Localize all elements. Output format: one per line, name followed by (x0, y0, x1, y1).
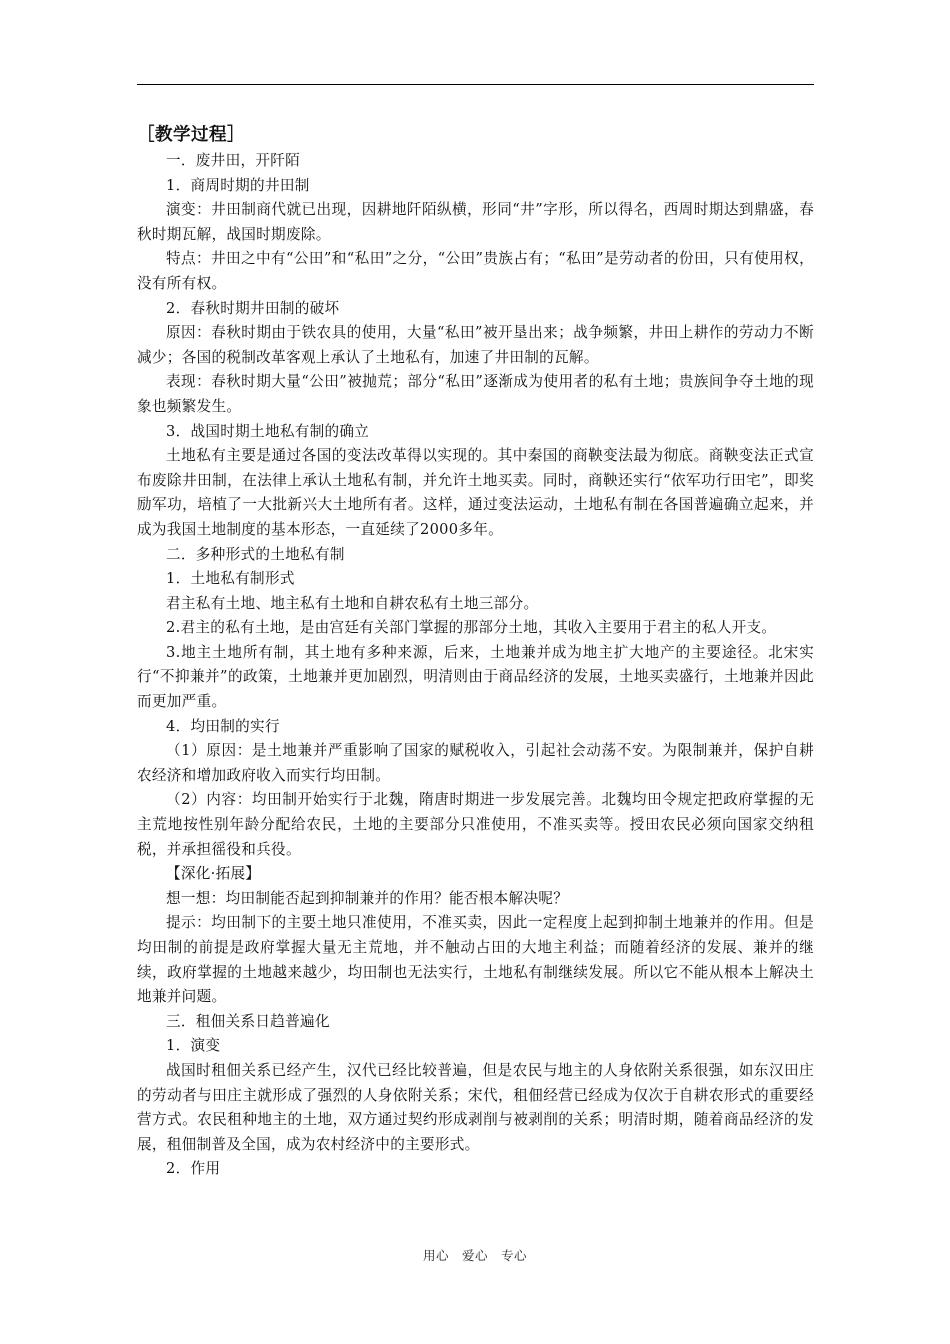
hint: 提示：均田制下的主要土地只准使用，不准买卖，因此一定程度上起到抑制土地兼并的作用。但是均田制的前提是政府掌握大量无主荒地，并不触动占田的大地主利益；而随着经济的发展、兼并的继续，政府掌握的土地越来越少，均田制也无法实行，土地私有制继续发展。所以它不能从根本上解决土地兼并问题。 (137, 914, 814, 1006)
document-body (137, 121, 814, 1182)
subheading-1-3: 3．战国时期土地私有制的确立 (166, 422, 370, 440)
subheading-3-1: 1．演变 (166, 1037, 221, 1055)
paragraph: （2）内容：均田制开始实行于北魏，隋唐时期进一步发展完善。北魏均田令规定把政府掌握的无主荒地按性别年龄分配给农民，土地的主要部分只准使用，不准买卖等。授田农民必须向国家交纳租税，并承担徭役和兵役。 (137, 791, 814, 858)
paragraph: 原因：春秋时期由于铁农具的使用，大量“私田”被开垦出来；战争频繁，井田上耕作的劳动力不断减少；各国的税制改革客观上承认了土地私有，加速了井田制的瓦解。 (137, 324, 814, 366)
paragraph: （1）原因：是土地兼并严重影响了国家的赋税收入，引起社会动荡不安。为限制兼并，保护自耕农经济和增加政府收入而实行均田制。 (137, 742, 814, 784)
subheading-1-1: 1．商周时期的井田制 (166, 176, 310, 194)
page-footer: 用心 爱心 专心 (422, 1248, 527, 1263)
paragraph: 3.地主土地所有制，其土地有多种来源，后来，土地兼并成为地主扩大地产的主要途径。北宋实行“不抑兼并”的政策，土地兼并更加剧烈，明清则由于商品经济的发展，土地买卖盛行，土地兼并因此而更加严重。 (137, 643, 814, 711)
paragraph: 战国时租佃关系已经产生，汉代已经比较普遍，但是农民与地主的人身依附关系很强，如东汉田庄的劳动者与田庄主就形成了强烈的人身依附关系；宋代，租佃经营已经成为仅次于自耕农形式的重要经营方式。农民租种地主的土地，双方通过契约形成剥削与被剥削的关系；明清时期，随着商品经济的发展，租佃制普及全国，成为农村经济中的主要形式。 (137, 1061, 814, 1153)
heading-3: 三．租佃关系日趋普遍化 (166, 1012, 330, 1030)
subheading-3-2: 2．作用 (166, 1160, 221, 1178)
subheading-1-2: 2．春秋时期井田制的破坏 (166, 299, 340, 317)
extension-heading: 【深化·拓展】 (166, 865, 261, 883)
paragraph: 土地私有主要是通过各国的变法改革得以实现的。其中秦国的商鞅变法最为彻底。商鞅变法正式宣布废除井田制，在法律上承认土地私有制，并允许土地买卖。同时，商鞅还实行“依军功行田宅”，即奖励军功，培植了一大批新兴大土地所有者。这样，通过变法运动，土地私有制在各国普遍确立起来，并成为我国土地制度的基本形态，一直延续了2000多年。 (137, 447, 814, 538)
subheading-2-1: 1．土地私有制形式 (166, 570, 295, 588)
paragraph: 君主私有土地、地主私有土地和自耕农私有土地三部分。 (166, 594, 539, 612)
heading-1: 一．废井田，开阡陌 (166, 152, 301, 169)
paragraph: 特点：井田之中有“公田”和“私田”之分，“公田”贵族占有；“私田”是劳动者的份田，只有使用权，没有所有权。 (137, 250, 814, 292)
section-title: ［教学过程］ (137, 125, 245, 145)
paragraph: 2.君主的私有土地，是由宫廷有关部门掌握的那部分土地，其收入主要用于君主的私人开支。 (166, 619, 777, 637)
paragraph: 表现：春秋时期大量“公田”被抛荒；部分“私田”逐渐成为使用者的私有土地；贵族间争夺土地的现象也频繁发生。 (137, 373, 814, 415)
header-rule (137, 84, 814, 85)
question: 想一想：均田制能否起到抑制兼并的作用？能否根本解决呢？ (166, 889, 569, 907)
subheading-2-4: 4．均田制的实行 (166, 717, 280, 735)
paragraph: 演变：井田制商代就已出现，因耕地阡陌纵横，形同“井”字形，所以得名，西周时期达到鼎盛，春秋时期瓦解，战国时期废除。 (137, 201, 814, 243)
heading-2: 二．多种形式的土地私有制 (166, 545, 345, 563)
